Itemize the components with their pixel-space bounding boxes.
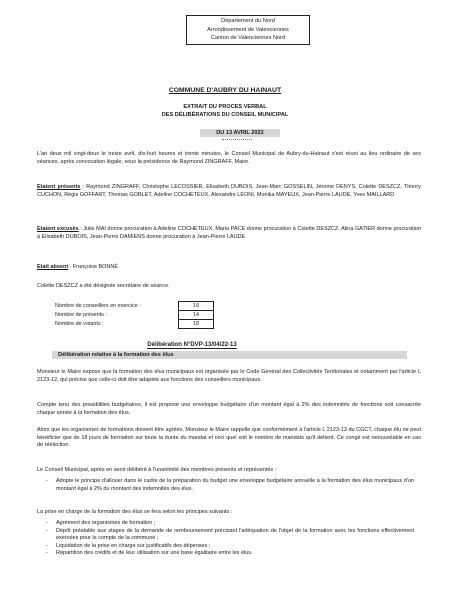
count-label: Nombre de conseillers en exercice : [55, 303, 141, 309]
administrative-header [186, 15, 310, 45]
body-paragraph-5: La prise en charge de la formation des élus se fera selon les principes suivants : [37, 509, 233, 515]
extract-line-2: DES DÉLIBÉRATIONS DU CONSEIL MUNICIPAL [161, 111, 289, 118]
vote-count-table [52, 301, 214, 329]
list-item: - Adopte le principe d'allouer dans le cadre de la préparation du budget une enveloppe budgétaire annuelle à la formation des élus municipaux d'un montant égal à 2% du montant des indemnités des élus. [44, 478, 414, 493]
count-value: 19 [179, 302, 214, 311]
count-label: Nombre de votants : [55, 321, 104, 327]
intro-paragraph: L'an deux mil vingt-deux le treize avril, dix-huit heures et trente minutes, le Conseil Municipal de Aubry-du-Hainaut s'est réuni au lieu ordinaire de ses séances, après convocation légale, sous la présidence de Raymond ZINGRAFF, Maire. [37, 151, 421, 165]
count-value: 18 [179, 320, 214, 329]
extract-title [0, 104, 450, 119]
list-item: - Dépôt préalable aux stages de la demande de remboursement précisant l'adéquation de l'objet de la formation avec les fonctions effectivement exercées pour le compte de la commune ; [44, 528, 414, 543]
secretary-statement: Colette DESZCZ a été désignée secrétaire de séance. [37, 283, 170, 289]
body-paragraph-4: Le Conseil Municipal, après en avoir délibéré à l'unanimité des membres présents et représentés : [37, 467, 277, 473]
deliberation-number-text: Délibération N°DVP-13/04/22-13 [147, 342, 237, 348]
principles-list [44, 520, 414, 558]
body-paragraph-3: Alors que les organismes de formations doivent être agréés, Monsieur le Maire rappelle que conformément à l'article L 2123-13 du CGCT, chaque élu ne peut bénéficier que de 18 jours de formation sur toute la durée du mandat et ceci quel soit le nombre de mandats qu'il détient. Ce congé est renouvelable en cas de réélection. [37, 427, 421, 449]
attendees-present [37, 184, 421, 199]
absent-label: Etait absent [37, 264, 69, 270]
present-label: Etaient présents [37, 184, 81, 190]
extract-line-1: EXTRAIT DU PROCES VERBAL [183, 104, 267, 110]
body-paragraph-1: Monsieur le Maire expose que la formation des élus municipaux est organisée par le Code Général des Collectivités Territoriales et notamment par l'article L 2123-12, qui précise que celle-ci doit être adaptée aux fonctions des conseillers municipaux. [37, 369, 421, 383]
list-item: - Répartition des crédits et de leur utilisation sur une base égalitaire entre les élus. [44, 550, 414, 558]
header-department: Département du Nord [221, 18, 275, 24]
attendees-excused [37, 226, 421, 241]
commune-title: COMMUNE D'AUBRY DU HAINAUT [168, 87, 282, 94]
table-row [52, 311, 214, 320]
header-arrondissement: Arrondissement de Valenciennes [207, 26, 289, 33]
date-divider [222, 139, 252, 140]
table-row [52, 302, 214, 311]
deliberation-subject: Délibération relative à la formation des élus [52, 351, 407, 359]
excused-label: Etaient excusés [37, 226, 79, 232]
count-value: 14 [179, 311, 214, 320]
deliberation-number [52, 342, 332, 348]
excused-list: : Julie MAI donne procuration à Adeline COCHETEUX, Maria PACE donne procuration à Colette DESZCZ, Alina GATIER donne procuration à Elisabeth DUBOIS, Jean-Pierre DAMIENS donne procuration à Jean-Pierre LAUDE [37, 226, 421, 240]
session-date: DU 13 AVRIL 2022 [200, 129, 280, 137]
resolution-list [44, 478, 414, 493]
present-list: : Raymond ZINGRAFF, Christophe LECOSSIER, Elisabeth DUBOIS, Jean-Marc GOSSELIN, Jérome DENYS, Colette DESZCZ, Thierry CUCHON, Régis GOFFART, Thomas GOBLET, Adeline COCHETEUX, Alexandre LEONI, Monika MAYEUX, Jean-Pierre LAUDE, Yves MAILLARD [37, 184, 422, 198]
table-row [52, 320, 214, 329]
header-canton: Canton de Valenciennes Nord [210, 35, 286, 41]
list-item: - Agrément des organismes de formation ; [44, 520, 414, 528]
absent-list: : Françoise BONNÉ [68, 264, 119, 270]
body-paragraph-2: Compte tenu des possibilités budgétaires, il est proposé une enveloppe budgétaire d'un montant égal à 2% des indemnités de fonctions soit consacrée chaque année à la formation des élus. [37, 402, 421, 416]
count-label: Nombre de présents : [55, 312, 107, 318]
list-item: - Liquidation de la prise en charge sur justificatifs des dépenses ; [44, 543, 414, 551]
attendees-absent [37, 264, 421, 272]
